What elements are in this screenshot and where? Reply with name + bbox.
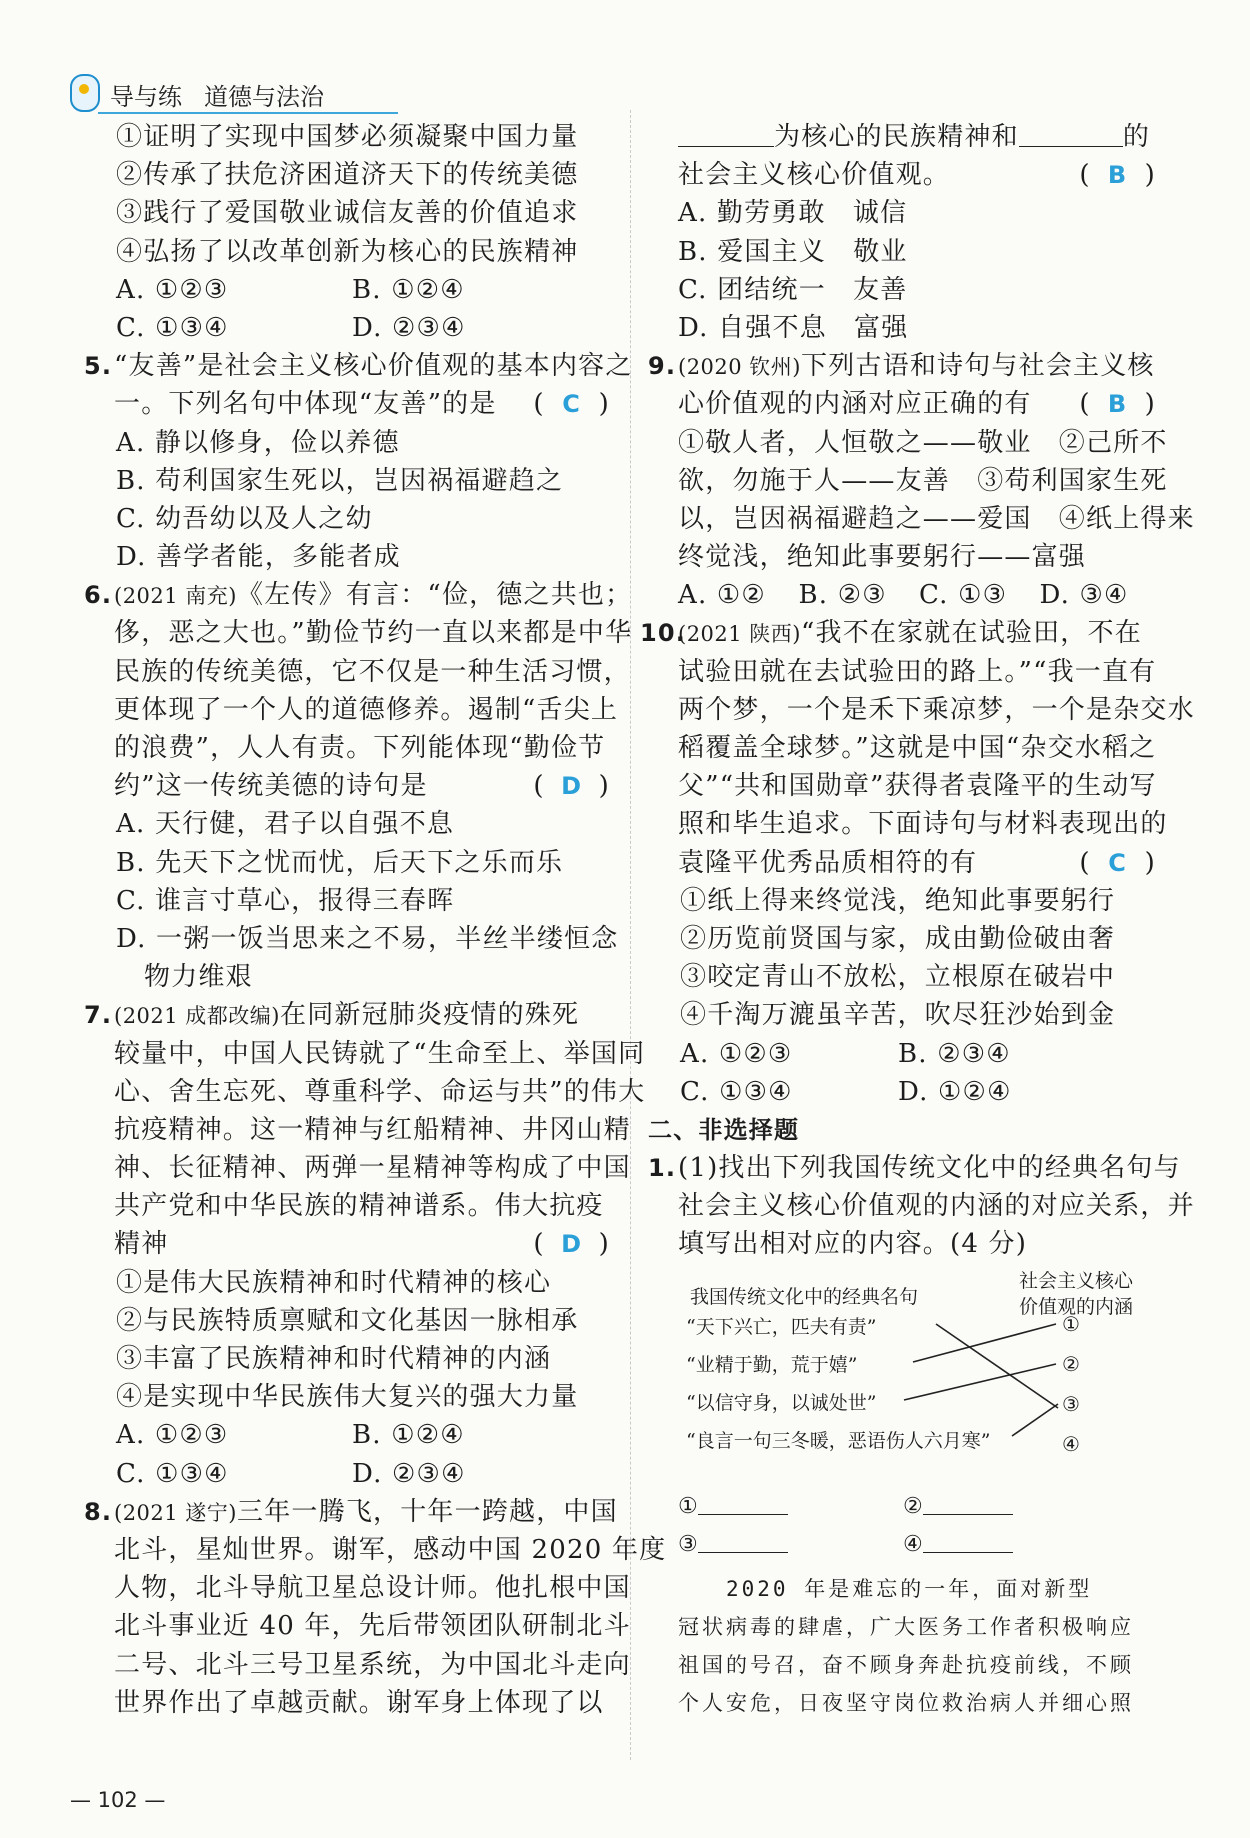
q8-stem: 北斗事业近 40 年，先后带领团队研制北斗 bbox=[114, 1611, 631, 1642]
passage-line: 个人安危，日夜坚守岗位救治病人并细心照 bbox=[678, 1691, 1134, 1716]
option-b[interactable]: B. ①②④ bbox=[352, 1420, 465, 1451]
option-a[interactable]: A. ①②③ bbox=[680, 1038, 793, 1069]
option-b[interactable]: B. ②③ bbox=[798, 580, 887, 611]
header-title bbox=[110, 77, 346, 112]
q8-stem-continued: 为核心的民族精神和 的 bbox=[648, 118, 1160, 156]
question-source: (2021 南充) bbox=[114, 584, 238, 609]
q10-stem: 照和毕生追求。下面诗句与材料表现出的 bbox=[678, 809, 1168, 840]
q6-stem: 6. (2021 南充)《左传》有言：“俭，德之共也； bbox=[84, 576, 614, 614]
option-b[interactable]: B. 先天下之忧而忧，后天下之乐而乐 bbox=[116, 847, 564, 878]
q5-stem: 一。下列名句中体现“友善”的是 ( C ) bbox=[84, 385, 614, 423]
q9-stem: 终觉浅，绝知此事要躬行——富强 bbox=[678, 542, 1087, 573]
answer-bracket: ( C ) bbox=[533, 385, 610, 423]
option-a[interactable]: A. ①② bbox=[678, 580, 766, 611]
nq1-stem: 填写出相对应的内容。(4 分) bbox=[678, 1229, 1028, 1260]
q4-item: ③践行了爱国敬业诚信友善的价值追求 bbox=[116, 198, 579, 229]
option-c[interactable]: C. 团结统一 友善 bbox=[678, 274, 908, 305]
option-a[interactable]: A. 勤劳勇敢 诚信 bbox=[678, 198, 908, 229]
answer-blanks bbox=[648, 1490, 1160, 1570]
option-c[interactable]: C. ①③④ bbox=[116, 1458, 229, 1489]
matching-quote: “以信守身，以诚处世” bbox=[686, 1391, 877, 1414]
q10-item: ④千淘万漉虽辛苦，吹尽狂沙始到金 bbox=[680, 1000, 1116, 1031]
q7-item: ④是实现中华民族伟大复兴的强大力量 bbox=[116, 1382, 579, 1413]
answer-blank-4: ④ bbox=[903, 1528, 1013, 1557]
question-number: 1. bbox=[648, 1154, 677, 1183]
q10-stem: 10. (2021 陕西)“我不在家就在试验田，不在 bbox=[648, 614, 1160, 652]
answer-bracket: ( B ) bbox=[1079, 385, 1156, 423]
option-b[interactable]: B. ①②④ bbox=[352, 274, 465, 305]
match-line bbox=[904, 1364, 1056, 1400]
option-a[interactable]: A. 天行健，君子以自强不息 bbox=[116, 809, 455, 840]
option-b[interactable]: B. 爱国主义 敬业 bbox=[678, 236, 908, 267]
q7-stem: 较量中，中国人民铸就了“生命至上、举国同 bbox=[114, 1038, 646, 1069]
q9-stem: 心价值观的内涵对应正确的有 ( B ) bbox=[648, 385, 1160, 423]
matching-target: ② bbox=[1062, 1351, 1080, 1376]
answer-bracket: ( D ) bbox=[533, 1225, 610, 1263]
matching-target: ① bbox=[1062, 1311, 1080, 1336]
q6-stem: 约”这一传统美德的诗句是 ( D ) bbox=[84, 767, 614, 805]
match-line bbox=[913, 1324, 1056, 1362]
q7-item: ③丰富了民族精神和时代精神的内涵 bbox=[116, 1344, 552, 1374]
q7-item: ②与民族特质禀赋和文化基因一脉相承 bbox=[116, 1305, 579, 1336]
q4-options-row bbox=[84, 309, 614, 347]
fill-blank[interactable] bbox=[698, 1528, 788, 1553]
option-c[interactable]: C. ①③④ bbox=[116, 312, 229, 343]
option-b[interactable]: B. 苟利国家生死以，岂因祸福避趋之 bbox=[116, 465, 564, 496]
q9-stem: 9. (2020 钦州)下列古语和诗句与社会主义核 bbox=[648, 347, 1160, 385]
q7-item: ①是伟大民族精神和时代精神的核心 bbox=[116, 1267, 552, 1298]
matching-quote: “业精于勤，荒于嬉” bbox=[686, 1353, 858, 1376]
q8-stem: 世界作出了卓越贡献。谢军身上体现了以 bbox=[114, 1687, 604, 1718]
series-name: 导与练 bbox=[110, 83, 182, 111]
q10-item: ①纸上得来终觉浅，绝知此事要躬行 bbox=[680, 885, 1116, 916]
question-source: (2021 陕西) bbox=[678, 622, 802, 647]
q10-item: ③咬定青山不放松，立根原在破岩中 bbox=[680, 962, 1116, 993]
fill-blank[interactable] bbox=[1019, 122, 1123, 147]
header-rule bbox=[98, 112, 398, 114]
option-a[interactable]: A. 静以修身，俭以养德 bbox=[116, 427, 400, 458]
question-number: 8. bbox=[84, 1497, 113, 1526]
page-number: — 102 — bbox=[70, 1788, 166, 1812]
option-d[interactable]: D. ①②④ bbox=[898, 1076, 1012, 1107]
passage-line: 2020 年是难忘的一年，面对新型 bbox=[678, 1576, 1093, 1601]
answer-blank-2: ② bbox=[903, 1490, 1013, 1519]
q7-stem: 神、长征精神、两弹一星精神等构成了中国 bbox=[114, 1153, 631, 1184]
q8-stem: 8. (2021 遂宁)三年一腾飞，十年一跨越，中国 bbox=[84, 1493, 614, 1531]
answer-bracket: ( C ) bbox=[1079, 844, 1156, 882]
option-d[interactable]: D. ②③④ bbox=[352, 1458, 466, 1489]
matching-quote: “天下兴亡，匹夫有责” bbox=[686, 1315, 877, 1338]
matching-diagram bbox=[648, 1268, 1160, 1490]
answer-bracket: ( B ) bbox=[1079, 156, 1156, 194]
q7-stem: 心、舍生忘死、尊重科学、命运与共”的伟大 bbox=[114, 1076, 646, 1107]
option-d-continued: 物力维艰 bbox=[144, 962, 253, 993]
q7-stem: 抗疫精神。这一精神与红船精神、井冈山精 bbox=[114, 1114, 631, 1145]
q7-options-row bbox=[84, 1416, 614, 1454]
answer-letter: D bbox=[561, 1230, 583, 1259]
answer-blank-1: ① bbox=[678, 1490, 788, 1519]
q4-item: ④弘扬了以改革创新为核心的民族精神 bbox=[116, 236, 579, 267]
answer-letter: C bbox=[562, 390, 582, 419]
matching-right-header: 社会主义核心 价值观的内涵 bbox=[1018, 1269, 1133, 1318]
option-c[interactable]: C. ①③④ bbox=[680, 1076, 793, 1107]
option-a[interactable]: A. ①②③ bbox=[116, 274, 229, 305]
fill-blank[interactable] bbox=[698, 1490, 788, 1515]
q7-options-row bbox=[84, 1455, 614, 1493]
book-logo-icon bbox=[70, 74, 100, 112]
q8-stem: 二号、北斗三号卫星系统，为中国北斗走向 bbox=[114, 1649, 631, 1680]
passage-line: 冠状病毒的肆虐，广大医务工作者积极响应 bbox=[678, 1614, 1134, 1639]
q9-stem: ①敬人者，人恒敬之——敬业 ②己所不 bbox=[678, 427, 1168, 458]
matching-target: ④ bbox=[1062, 1431, 1080, 1456]
option-d[interactable]: D. 一粥一饭当思来之不易，半丝半缕恒念 bbox=[116, 923, 619, 954]
q4-options-row bbox=[84, 271, 614, 309]
q6-stem: 的浪费”，人人有责。下列能体现“勤俭节 bbox=[114, 733, 606, 763]
fill-blank[interactable] bbox=[678, 122, 774, 147]
option-d[interactable]: D. 自强不息 富强 bbox=[678, 312, 909, 343]
q6-stem: 民族的传统美德，它不仅是一种生活习惯， bbox=[114, 656, 631, 687]
q10-stem: 两个梦，一个是禾下乘凉梦，一个是杂交水 bbox=[678, 694, 1195, 725]
q7-stem: 精神 ( D ) bbox=[84, 1225, 614, 1263]
passage-line: 祖国的号召，奋不顾身奔赴抗疫前线，不顾 bbox=[678, 1653, 1134, 1677]
question-source: (2021 成都改编) bbox=[114, 1004, 281, 1029]
option-c[interactable]: C. 幼吾幼以及人之幼 bbox=[116, 503, 373, 534]
question-number: 5. bbox=[84, 352, 113, 381]
q7-stem: 7. (2021 成都改编)在同新冠肺炎疫情的殊死 bbox=[84, 996, 614, 1034]
q10-stem: 袁隆平优秀品质相符的有 ( C ) bbox=[648, 844, 1160, 882]
subject-name: 道德与法治 bbox=[204, 83, 324, 111]
right-column bbox=[640, 118, 1195, 1722]
question-number: 10. bbox=[640, 619, 687, 648]
q9-stem: 欲，勿施于人——友善 ③苟利国家生死 bbox=[678, 465, 1168, 496]
answer-letter: C bbox=[1108, 848, 1128, 877]
q10-stem: 稻覆盖全球梦。”这就是中国“杂交水稻之 bbox=[678, 733, 1157, 763]
q10-stem: 试验田就在去试验田的路上。”“我一直有 bbox=[678, 656, 1157, 687]
question-number: 6. bbox=[84, 581, 113, 610]
answer-letter: B bbox=[1107, 390, 1128, 419]
q4-item: ②传承了扶危济困道济天下的传统美德 bbox=[116, 160, 579, 191]
q8-stem: 人物，北斗导航卫星总设计师。他扎根中国 bbox=[114, 1573, 631, 1604]
matching-left-header: 我国传统文化中的经典名句 bbox=[690, 1285, 919, 1308]
q8-stem: 北斗，星灿世界。谢军，感动中国 2020 年度 bbox=[114, 1534, 667, 1565]
q10-options-row bbox=[648, 1073, 1160, 1111]
q5-stem: 5. “友善”是社会主义核心价值观的基本内容之 bbox=[84, 347, 614, 385]
nq1-stem: 1. (1)找出下列我国传统文化中的经典名句与 bbox=[648, 1149, 1160, 1187]
q4-item: ①证明了实现中国梦必须凝聚中国力量 bbox=[116, 122, 579, 152]
answer-letter: B bbox=[1107, 161, 1128, 190]
q8-stem-continued: 社会主义核心价值观。 ( B ) bbox=[648, 156, 1160, 194]
q10-options-row bbox=[648, 1035, 1160, 1073]
question-number: 9. bbox=[648, 352, 677, 381]
answer-blank-3: ③ bbox=[678, 1528, 788, 1557]
page-header bbox=[70, 72, 420, 114]
q10-item: ②历览前贤国与家，成由勤俭破由奢 bbox=[680, 923, 1116, 954]
question-source: (2020 钦州) bbox=[678, 355, 802, 380]
section-title: 二、非选择题 bbox=[648, 1115, 800, 1144]
q9-options-row bbox=[648, 576, 1160, 614]
q10-stem: 父”“共和国勋章”获得者袁隆平的生动写 bbox=[678, 771, 1157, 802]
option-d[interactable]: D. ③④ bbox=[1039, 580, 1129, 611]
matching-target: ③ bbox=[1062, 1391, 1080, 1416]
q6-stem: 侈，恶之大也。”勤俭节约一直以来都是中华 bbox=[114, 618, 633, 649]
match-line bbox=[1012, 1404, 1058, 1436]
answer-bracket: ( D ) bbox=[533, 767, 610, 805]
option-b[interactable]: B. ②③④ bbox=[898, 1038, 1011, 1069]
option-c[interactable]: C. 谁言寸草心，报得三春晖 bbox=[116, 885, 455, 916]
answer-letter: D bbox=[561, 772, 583, 801]
nq1-stem: 社会主义核心价值观的内涵的对应关系，并 bbox=[678, 1191, 1195, 1222]
question-number: 7. bbox=[84, 1001, 113, 1030]
match-line bbox=[936, 1324, 1058, 1408]
matching-quote: “良言一句三冬暖，恶语伤人六月寒” bbox=[686, 1429, 991, 1452]
q7-stem: 共产党和中华民族的精神谱系。伟大抗疫 bbox=[114, 1191, 604, 1222]
fill-blank[interactable] bbox=[923, 1490, 1013, 1515]
option-c[interactable]: C. ①③ bbox=[919, 580, 1008, 611]
question-source: (2021 遂宁) bbox=[114, 1500, 238, 1525]
option-a[interactable]: A. ①②③ bbox=[116, 1420, 229, 1451]
option-d[interactable]: D. ②③④ bbox=[352, 312, 466, 343]
q9-stem: 以，岂因祸福避趋之——爱国 ④纸上得来 bbox=[678, 503, 1195, 534]
option-d[interactable]: D. 善学者能，多能者成 bbox=[116, 542, 401, 573]
q6-stem: 更体现了一个人的道德修养。遏制“舌尖上 bbox=[114, 694, 619, 725]
fill-blank[interactable] bbox=[923, 1528, 1013, 1553]
